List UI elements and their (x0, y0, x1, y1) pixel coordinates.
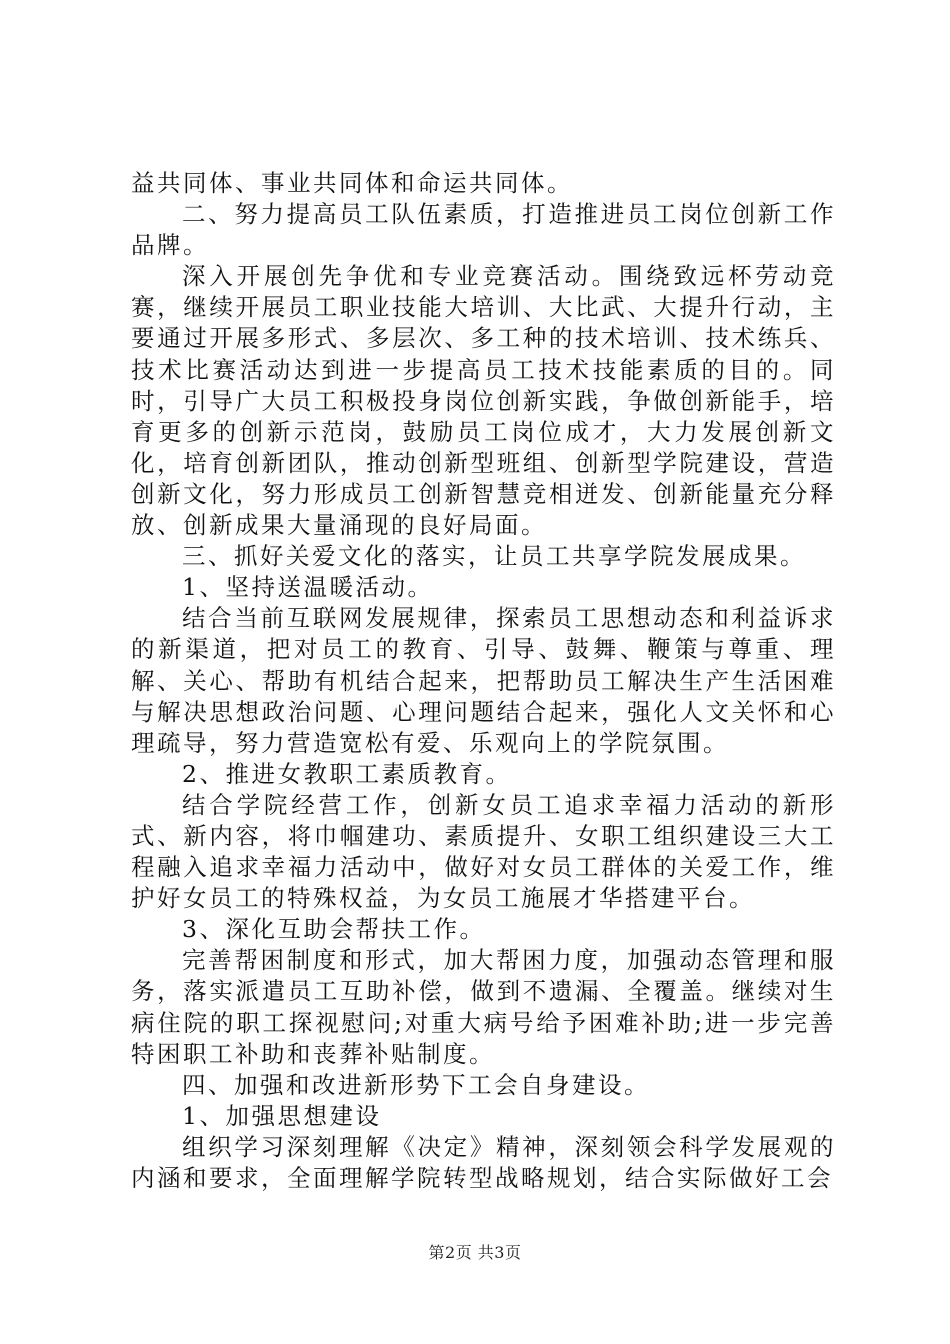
section-heading: 四、加强和改进新形势下工会自身建设。 (182, 1070, 650, 1099)
paragraph: 深入开展创先争优和专业竞赛活动。围绕致远杯劳动竞赛，继续开展员工职业技能大培训、大比武、大提升行动，主要通过开展多形式、多层次、多工种的技术培训、技术练兵、技术比赛活动达到进一步提高员工技术技能素质的目的。同时，引导广大员工积极投身岗位创新实践，争做创新能手，培育更多的创新示范岗，鼓励员工岗位成才，大力发展创新文化，培育创新团队，推动创新型班组、创新型学院建设，营造创新文化，努力形成员工创新智慧竞相迸发、创新能量充分释放、创新成果大量涌现的良好局面。 (131, 262, 836, 540)
subsection-heading: 3、深化互助会帮扶工作。 (182, 915, 486, 944)
subsection-heading: 1、坚持送温暖活动。 (182, 573, 434, 602)
section-heading: 三、抓好关爱文化的落实，让员工共享学院发展成果。 (182, 542, 806, 571)
paragraph: 完善帮困制度和形式，加大帮困力度，加强动态管理和服务，落实派遣员工互助补偿，做到不遗漏、全覆盖。继续对生病住院的职工探视慰问;对重大病号给予困难补助;进一步完善特困职工补助和丧葬补贴制度。 (131, 946, 836, 1068)
document-body (131, 168, 836, 1194)
page-footer: 第2页 共3页 (428, 1243, 522, 1262)
subsection-heading: 1、加强思想建设 (182, 1101, 382, 1130)
section-heading: 二、努力提高员工队伍素质，打造推进员工岗位创新工作品牌。 (131, 200, 836, 260)
paragraph: 结合学院经营工作，创新女员工追求幸福力活动的新形式、新内容，将巾帼建功、素质提升、女职工组织建设三大工程融入追求幸福力活动中，做好对女员工群体的关爱工作，维护好女员工的特殊权益，为女员工施展才华搭建平台。 (131, 790, 836, 913)
paragraph: 组织学习深刻理解《决定》精神，深刻领会科学发展观的内涵和要求，全面理解学院转型战略规划，结合实际做好工会 (131, 1132, 836, 1192)
subsection-heading: 2、推进女教职工素质教育。 (182, 759, 512, 788)
paragraph: 益共同体、事业共同体和命运共同体。 (131, 169, 573, 197)
paragraph: 结合当前互联网发展规律，探索员工思想动态和利益诉求的新渠道，把对员工的教育、引导、鼓舞、鞭策与尊重、理解、关心、帮助有机结合起来，把帮助员工解决生产生活困难与解决思想政治问题、心理问题结合起来，强化人文关怀和心理疏导，努力营造宽松有爱、乐观向上的学院氛围。 (131, 604, 836, 757)
